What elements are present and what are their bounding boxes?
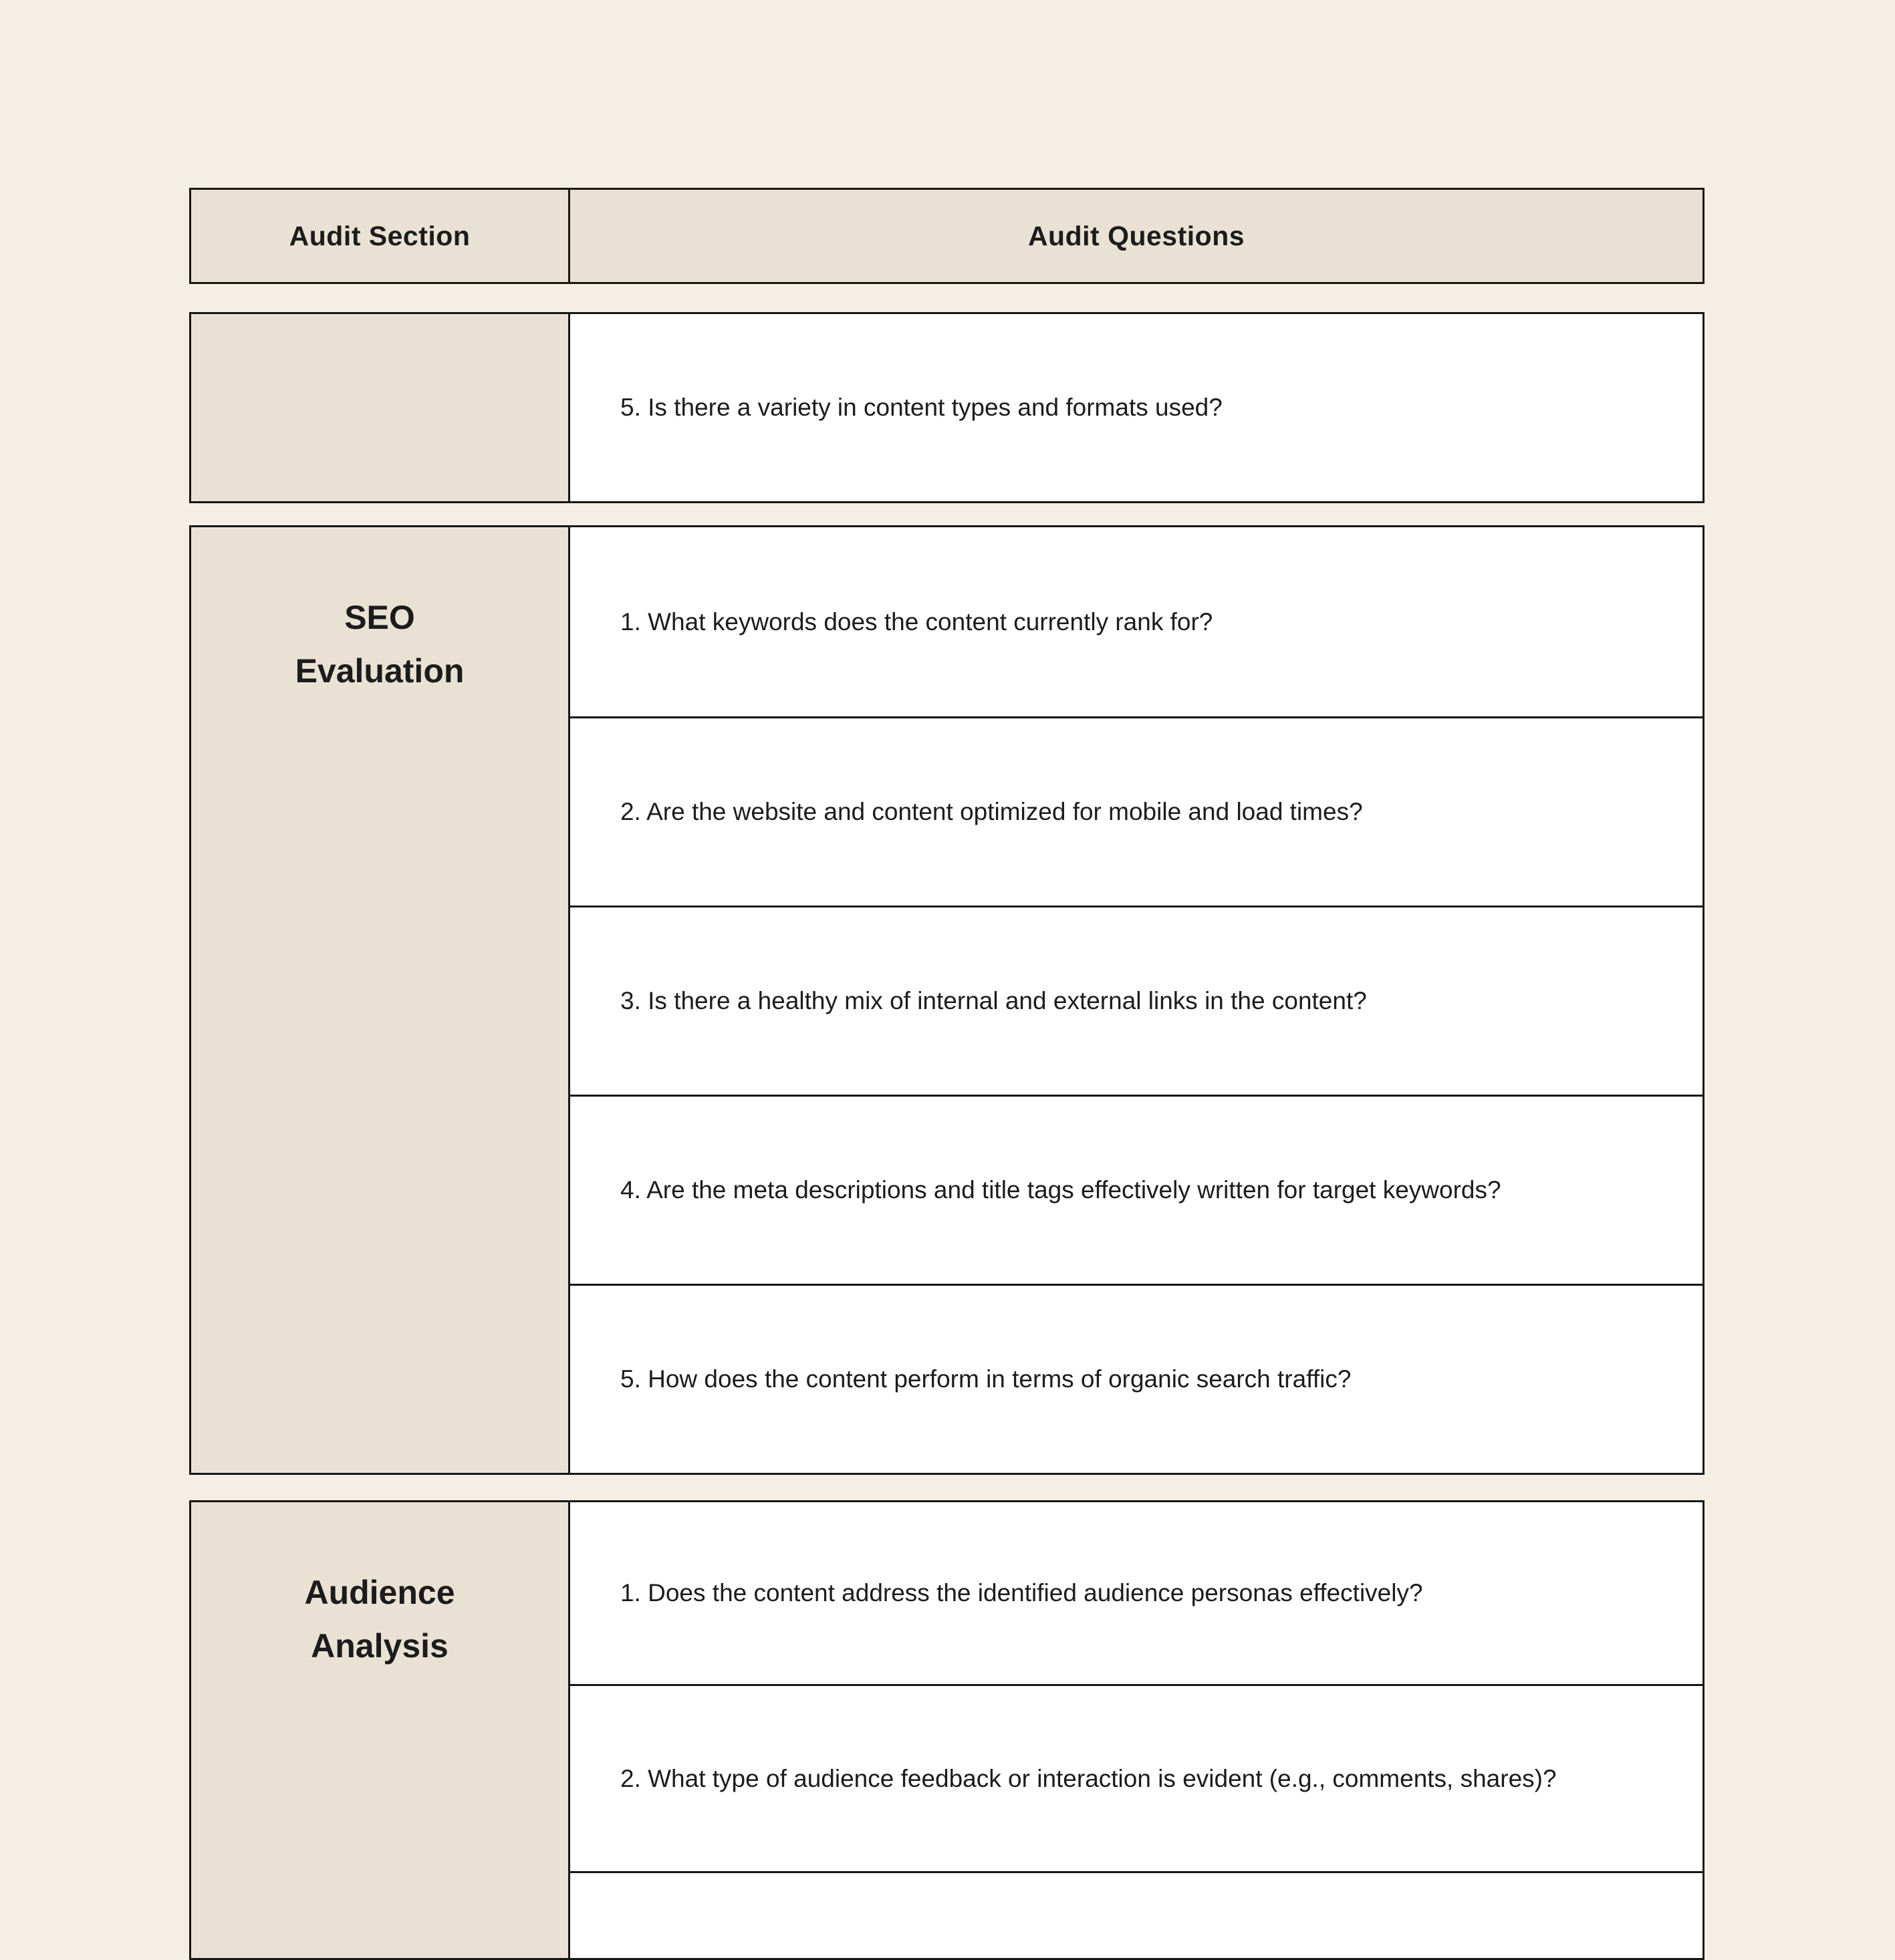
question-text: 5. How does the content perform in terms of organic search traffic?: [620, 1365, 1352, 1393]
question-text: 5. Is there a variety in content types and formats used?: [620, 394, 1223, 422]
section-cell-seo-evaluation: [191, 527, 570, 1473]
table-block-seo-evaluation: [189, 525, 1704, 1475]
section-cell-audience-analysis: [191, 1502, 570, 1958]
question-text: 3. Is there a healthy mix of internal and external links in the content?: [620, 987, 1367, 1015]
section-label-line: Analysis: [311, 1627, 449, 1665]
section-cell-empty: [191, 314, 570, 501]
question-row: [570, 1684, 1702, 1871]
question-row: [570, 527, 1702, 716]
question-row: [570, 1871, 1702, 1958]
question-text: 1. What keywords does the content currently rank for?: [620, 607, 1213, 636]
header-cell-audit-section: Audit Section: [191, 190, 570, 282]
question-row: [570, 905, 1702, 1095]
section-label: [295, 591, 465, 1473]
question-text: 1. Does the content address the identified audience personas effectively?: [620, 1579, 1423, 1607]
section-label-line: SEO: [344, 599, 415, 636]
section-label-line: Evaluation: [295, 652, 465, 690]
section-label-line: Audience: [304, 1574, 455, 1611]
header-cell-audit-questions: Audit Questions: [1027, 220, 1245, 251]
question-text: 2. Are the website and content optimized for mobile and load times?: [620, 798, 1363, 826]
section-label: [304, 1566, 455, 1958]
question-row: [570, 1095, 1702, 1284]
question-row: [570, 716, 1702, 905]
question-text: 4. Are the meta descriptions and title tags effectively written for target keywords?: [620, 1176, 1501, 1204]
table-header-row: [189, 188, 1704, 284]
question-text: 2. What type of audience feedback or interaction is evident (e.g., comments, shares)?: [620, 1764, 1557, 1792]
table-block-audience-analysis: [189, 1500, 1704, 1960]
question-row: [570, 1284, 1702, 1473]
table-block-continuation: [189, 312, 1704, 503]
question-row: [570, 1502, 1702, 1684]
question-row: [570, 314, 1702, 501]
audit-table: [189, 188, 1704, 1960]
